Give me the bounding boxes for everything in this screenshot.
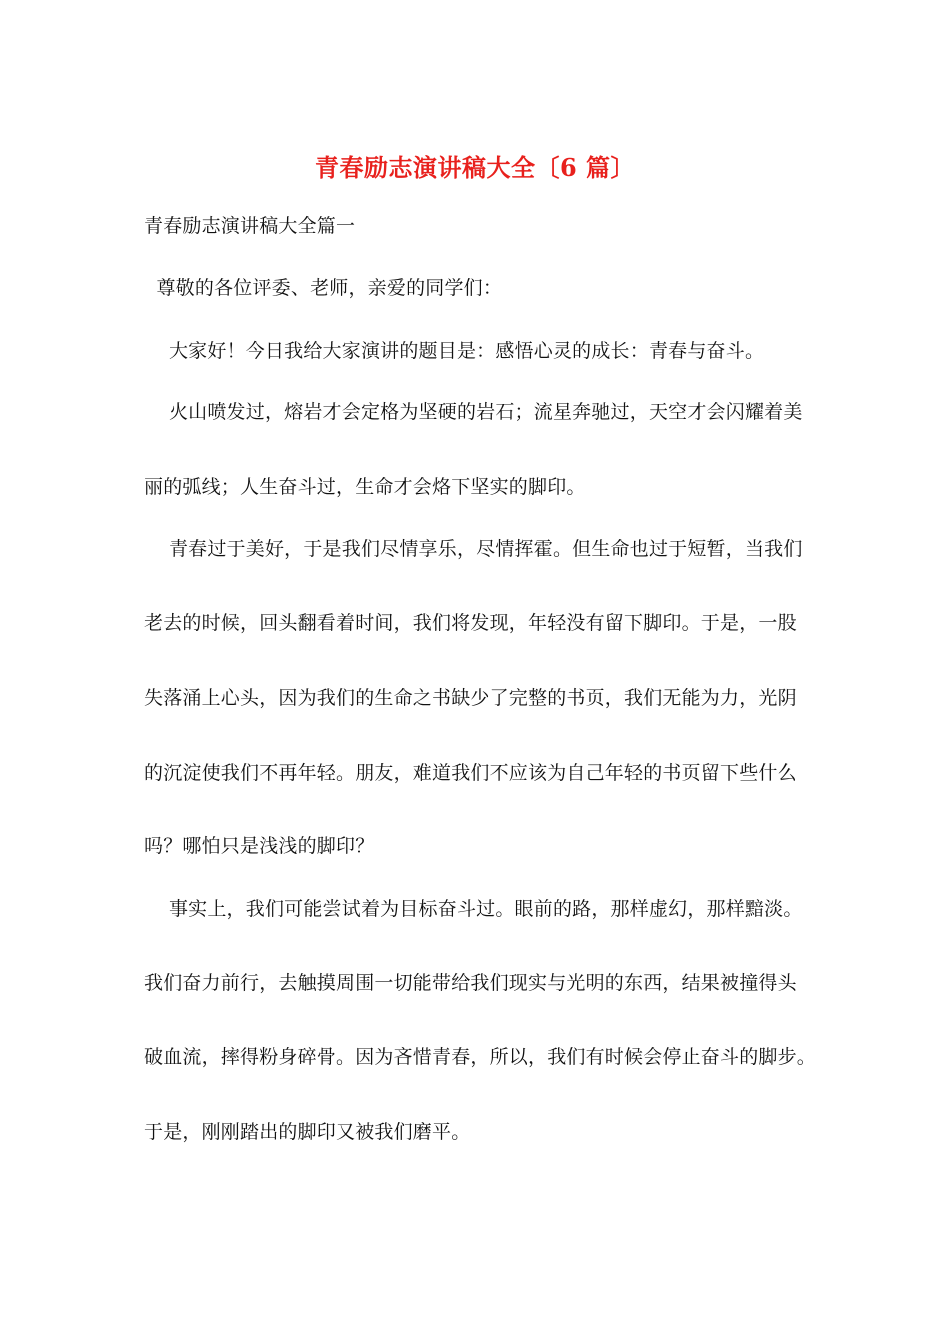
paragraph-line: 大家好！今日我给大家演讲的题目是：感悟心灵的成长：青春与奋斗。: [144, 340, 765, 362]
paragraph-line: 破血流，摔得粉身碎骨。因为吝惜青春，所以，我们有时候会停止奋斗的脚步。: [144, 1046, 817, 1068]
paragraph-line: 火山喷发过，熔岩才会定格为坚硬的岩石；流星奔驰过，天空才会闪耀着美: [144, 401, 803, 423]
paragraph-line: 青春过于美好，于是我们尽情享乐，尽情挥霍。但生命也过于短暂，当我们: [144, 538, 803, 560]
paragraph-line: 我们奋力前行，去触摸周围一切能带给我们现实与光明的东西，结果被撞得头: [144, 972, 797, 994]
paragraph-line: 的沉淀使我们不再年轻。朋友，难道我们不应该为自己年轻的书页留下些什么: [144, 762, 797, 784]
salutation-line: 尊敬的各位评委、老师，亲爱的同学们：: [144, 277, 503, 299]
section-heading: 青春励志演讲稿大全篇一: [144, 215, 356, 237]
paragraph-line: 丽的弧线；人生奋斗过，生命才会烙下坚实的脚印。: [144, 476, 586, 498]
document-title: 青春励志演讲稿大全〔6 篇〕: [314, 153, 636, 182]
paragraph-line: 吗？哪怕只是浅浅的脚印？: [144, 835, 375, 857]
paragraph-line: 于是，刚刚踏出的脚印又被我们磨平。: [144, 1121, 471, 1143]
paragraph-line: 失落涌上心头，因为我们的生命之书缺少了完整的书页，我们无能为力，光阴: [144, 687, 797, 709]
paragraph-line: 事实上，我们可能尝试着为目标奋斗过。眼前的路，那样虚幻，那样黯淡。: [144, 898, 803, 920]
paragraph-line: 老去的时候，回头翻看着时间，我们将发现，年轻没有留下脚印。于是，一股: [144, 612, 797, 634]
